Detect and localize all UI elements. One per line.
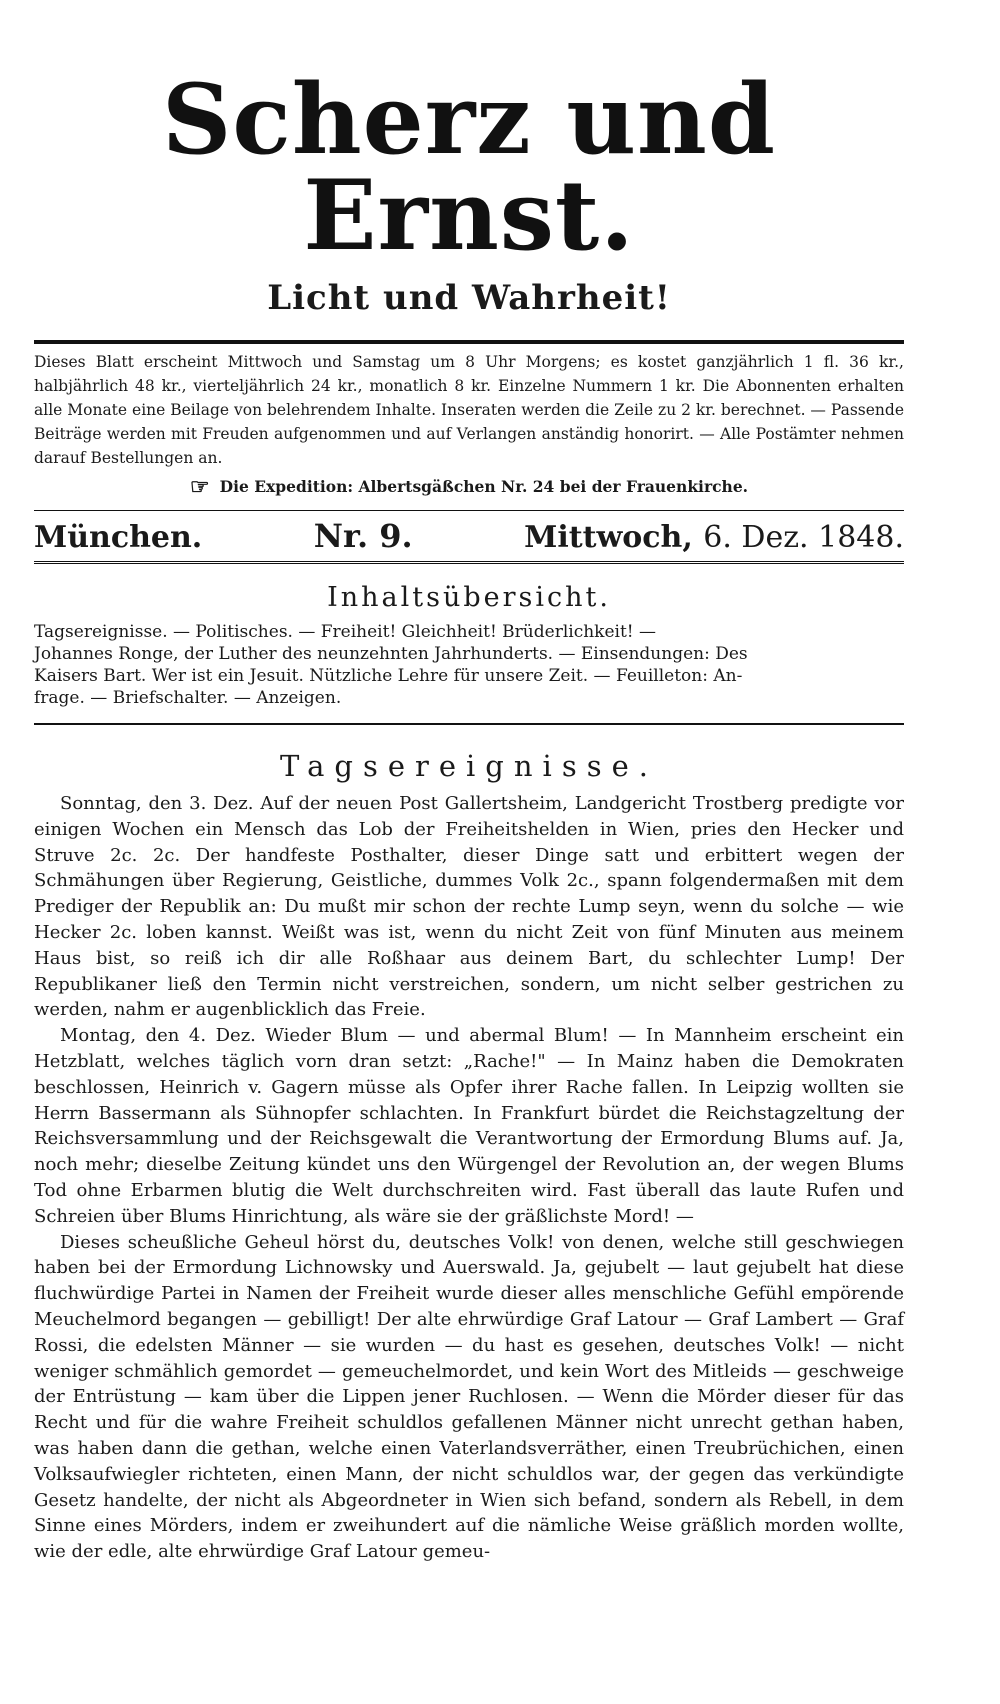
pointing-hand-icon: ☞ [189, 474, 210, 500]
section-title: Tagsereignisse. [280, 749, 658, 783]
section-rule [34, 723, 904, 725]
dateline-weekday: Mittwoch, [524, 520, 693, 555]
expedition-text: Die Expedition: Albertsgäßchen Nr. 24 bei der Frauenkirche. [219, 477, 749, 496]
toc-line: Johannes Ronge, der Luther des neunzehnten Jahrhunderts. — Einsendungen: Des [34, 644, 748, 664]
toc-line: Kaisers Bart. Wer ist ein Jesuit. Nützliche Lehre für unsere Zeit. — Feuilleton: An- [34, 666, 743, 686]
header-rule [34, 340, 904, 344]
toc-line: frage. — Briefschalter. — Anzeigen. [34, 688, 342, 708]
article-paragraph: Sonntag, den 3. Dez. Auf der neuen Post Gallertsheim, Landgericht Trostberg predigte vor einigen Wochen ein Mensch das Lob der Freiheitshelden in Wien, pries den Hecker und Struve 2c. 2c. Der handfeste Posthalter, dieser Dinge satt und erbittert wegen der Schmähungen über Regierung, Geistliche, dummes Volk 2c., spann folgendermaßen mit dem Prediger der Republik an: Du mußt mir schon der rechte Lump seyn, wenn du solche — wie Hecker 2c. loben kannst. Weißt was ist, wenn du nicht Zeit von fünf Minuten aus meinem Haus bist, so reiß ich dir alle Roßhaar aus deinem Bart, du schlechter Lump! Der Republikaner ließ den Termin nicht verstreichen, sondern, um nicht selber gestrichen zu werden, nahm er augenblicklich das Freie. [34, 793, 904, 1021]
article-paragraph: Montag, den 4. Dez. Wieder Blum — und abermal Blum! — In Mannheim erscheint ein Hetzblatt, welches täglich vorn dran setzt: „Rache!" — In Mainz haben die Demokraten beschlossen, Heinrich v. Gagern müsse als Opfer ihrer Rache fallen. In Leipzig wollten sie Herrn Bassermann als Sühnopfer schlachten. In Frankfurt bürdet die Reichstagzeltung der Reichsversammlung und der Reichsgewalt die Verantwortung der Ermordung Blums auf. Ja, noch mehr; dieselbe Zeitung kündet uns den Würgengel der Revolution an, der wegen Blums Tod ohne Erbarmen blutig die Welt durchschreiten wird. Fast überall das laute Rufen und Schreien über Blums Hinrichtung, als wäre sie der gräßlichste Mord! — [34, 1025, 904, 1227]
dateline-place: München. [34, 520, 203, 555]
table-of-contents [34, 621, 904, 709]
masthead-title: Scherz und Ernst. [162, 63, 776, 272]
masthead-motto: Licht und Wahrheit! [267, 278, 671, 318]
dateline-issue: Nr. 9. [313, 517, 413, 555]
expedition-line [34, 474, 904, 500]
dateline-rule [34, 561, 904, 564]
article-paragraph: Dieses scheußliche Geheul hörst du, deutsches Volk! von denen, welche still geschwiegen haben bei der Ermordung Lichnowsky und Auerswald. Ja, gejubelt — laut gejubelt hat diese fluchwürdige Partei in Namen der Freiheit wurde dieser alles menschliche Gefühl empörende Meuchelmord begangen — gebilligt! Der alte ehrwürdige Graf Latour — Graf Lambert — Graf Rossi, die edelsten Männer — sie wurden — du hast es gesehen, deutsches Volk! — nicht weniger schmählich gemordet — gemeuchelmordet, und kein Wort des Mitleids — geschweige der Entrüstung — kam über die Lippen jener Ruchlosen. — Wenn die Mörder dieser für das Recht und für die wahre Freiheit schuldlos gefallenen Männer nicht unrecht gethan haben, was haben dann die gethan, welche einen Vaterlandsverräther, einen Treubrüchichen, einen Volksaufwiegler richteten, einen Mann, der nicht schuldlos war, der gegen das verkündigte Gesetz handelte, der nicht als Abgeordneter in Wien sich befand, sondern als Rebell, in dem Sinne eines Mörders, indem er zweihundert auf die nämliche Weise gräßlich morden wollte, wie der edle, alte ehrwürdige Graf Latour gemeu- [34, 1231, 904, 1563]
dateline-day: 6. Dez. 1848. [703, 520, 904, 555]
toc-title: Inhaltsübersicht. [327, 582, 611, 613]
subscription-info: Dieses Blatt erscheint Mittwoch und Samstag um 8 Uhr Morgens; es kostet ganzjährlich 1 fl. 36 kr., halbjährlich 48 kr., vierteljährlich 24 kr., monatlich 8 kr. Einzelne Nummern 1 kr. Die Abonnenten erhalten alle Monate eine Beilage von belehrendem Inhalte. Inseraten werden die Zeile zu 2 kr. berechnet. — Passende Beiträge werden mit Freuden aufgenommen und auf Verlangen anständig honorirt. — Alle Postämter nehmen darauf Bestellungen an. [34, 353, 904, 467]
dateline-date [524, 520, 904, 555]
dateline [34, 510, 904, 561]
toc-line: Tagsereignisse. — Politisches. — Freiheit! Gleichheit! Brüderlichkeit! — [34, 622, 657, 642]
newspaper-page [0, 63, 1000, 1704]
